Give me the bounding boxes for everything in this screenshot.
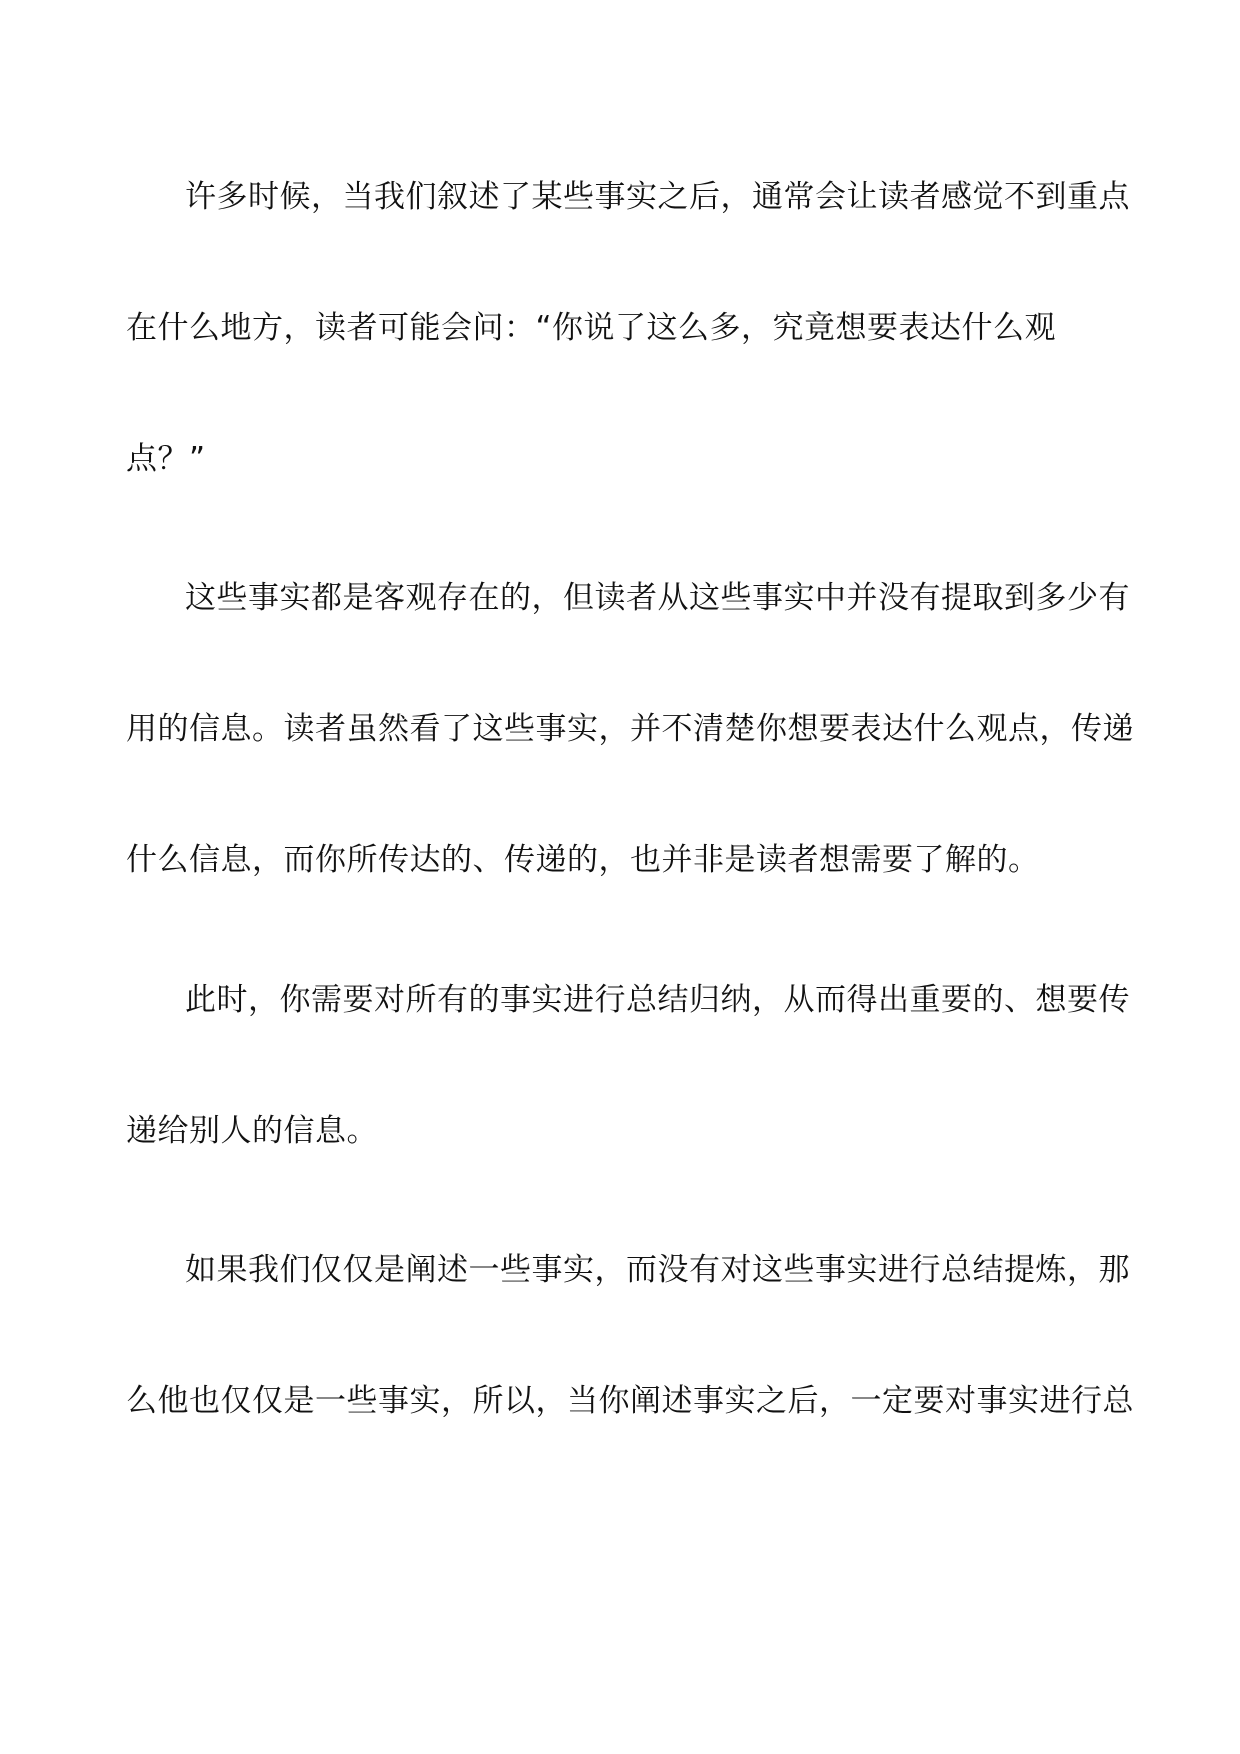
- paragraph-2-line-2: 用的信息。读者虽然看了这些事实，并不清楚你想要表达什么观点，传递: [126, 711, 1134, 747]
- paragraph-1-line-1: 许多时候，当我们叙述了某些事实之后，通常会让读者感觉不到重点: [185, 179, 1130, 215]
- paragraph-1-line-3: 点？”: [126, 441, 206, 477]
- paragraph-4-line-1: 如果我们仅仅是阐述一些事实，而没有对这些事实进行总结提炼，那: [185, 1252, 1130, 1288]
- paragraph-2-line-3: 什么信息，而你所传达的、传递的，也并非是读者想需要了解的。: [126, 842, 1040, 878]
- paragraph-2-line-1: 这些事实都是客观存在的，但读者从这些事实中并没有提取到多少有: [185, 580, 1130, 616]
- paragraph-3-line-2: 递给别人的信息。: [126, 1113, 378, 1149]
- paragraph-3-line-1: 此时，你需要对所有的事实进行总结归纳，从而得出重要的、想要传: [185, 982, 1130, 1018]
- paragraph-4-line-2: 么他也仅仅是一些事实，所以，当你阐述事实之后，一定要对事实进行总: [126, 1383, 1134, 1419]
- paragraph-1-line-2: 在什么地方，读者可能会问：“你说了这么多，究竟想要表达什么观: [126, 310, 1057, 346]
